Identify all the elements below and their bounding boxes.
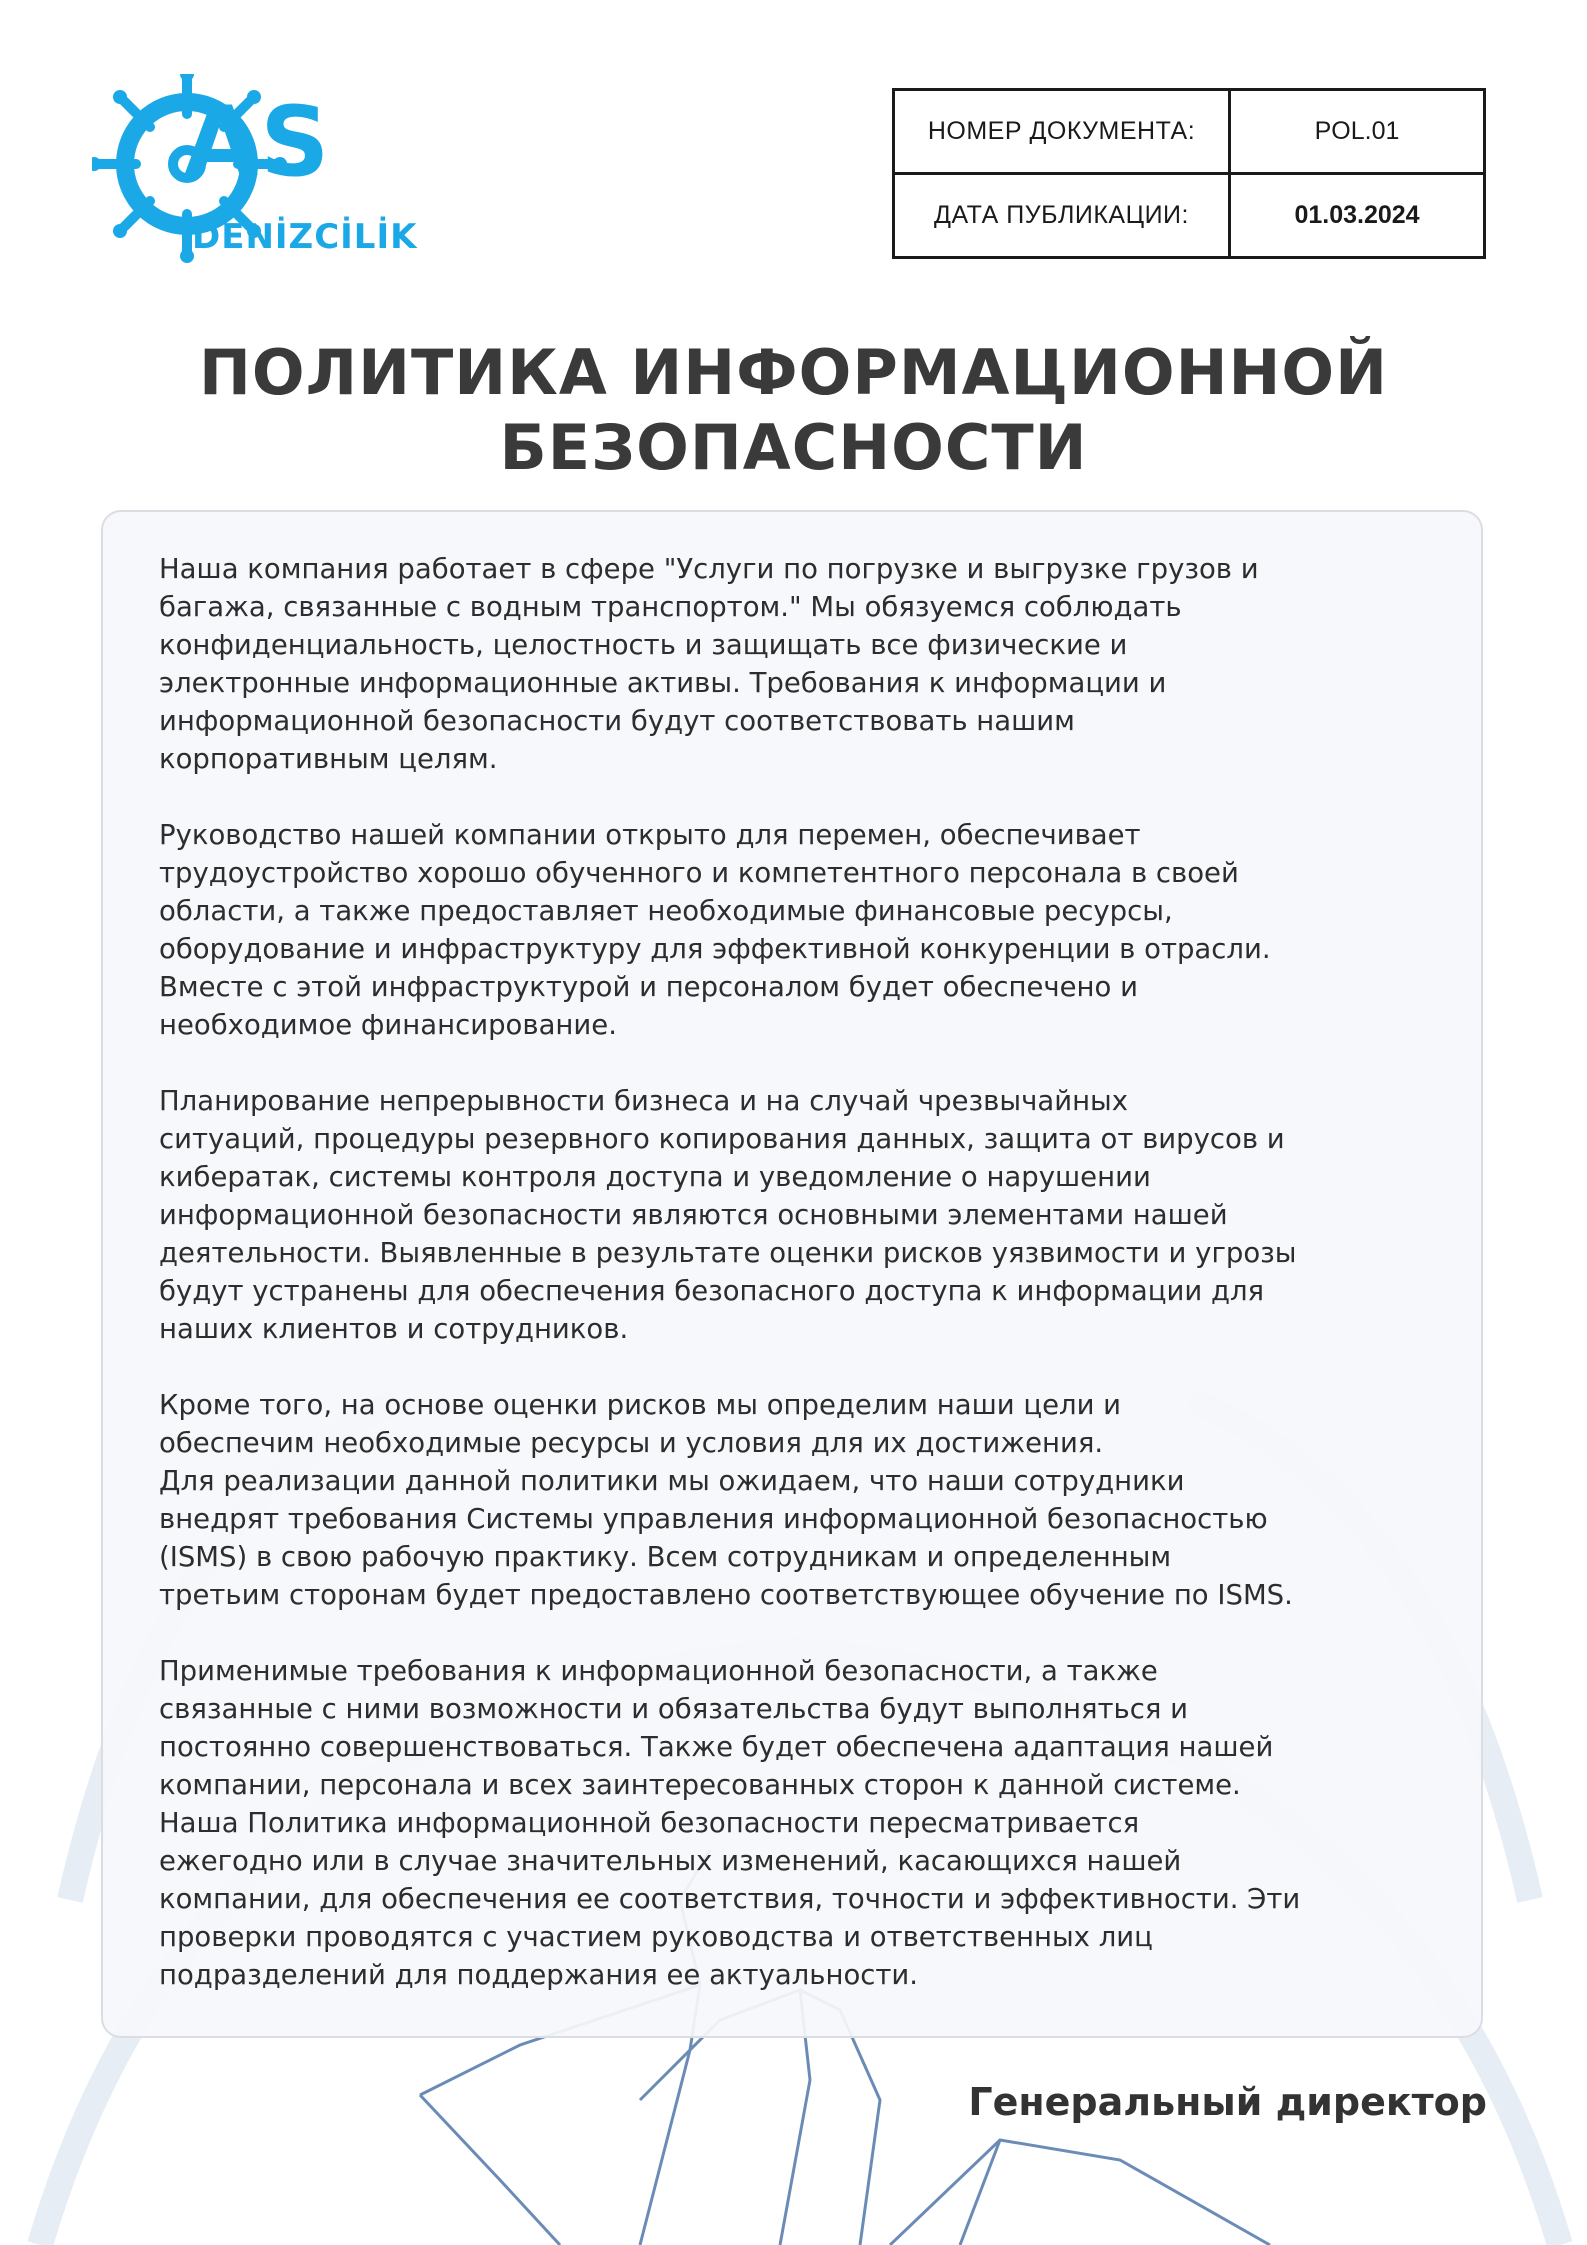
policy-paragraph-4: Кроме того, на основе оценки рисков мы определим наши цели и обеспечим необходимые ресурсы и условия для их достижения. Для реализации данной политики мы ожидаем, что наши сотрудники внедрят требования Системы управления информационной безопасностью (ISMS) в свою рабочую практику. Всем сотрудникам и определенным третьим сторонам будет предоставлено соответствующее обучение по ISMS. bbox=[159, 1389, 1293, 1611]
doc-number-label: НОМЕР ДОКУМЕНТА: bbox=[894, 90, 1230, 174]
logo-brand-mark: AS bbox=[184, 86, 332, 198]
doc-number-row bbox=[894, 90, 1485, 174]
page-title bbox=[0, 335, 1587, 485]
policy-body bbox=[159, 550, 1449, 2032]
policy-paragraph-5: Применимые требования к информационной безопасности, а также связанные с ними возможности и обязательства будут выполняться и постоянно совершенствоваться. Также будет обеспечена адаптация нашей компании, персонала и всех заинтересованных сторон к данной системе. Наша Политика информационной безопасности пересматривается ежегодно или в случае значительных изменений, касающихся нашей компании, для обеспечения ее соответствия, точности и эффективности. Эти проверки проводятся с участием руководства и ответственных лиц подразделений для поддержания ее актуальности. bbox=[159, 1655, 1301, 1991]
policy-paragraph-3: Планирование непрерывности бизнеса и на случай чрезвычайных ситуаций, процедуры резервного копирования данных, защита от вирусов и кибератак, системы контроля доступа и уведомление о нарушении информационной безопасности являются основными элементами нашей деятельности. Выявленные в результате оценки рисков уязвимости и угрозы будут устранены для обеспечения безопасного доступа к информации для наших клиентов и сотрудников. bbox=[159, 1085, 1297, 1345]
signer-title: Генеральный директор bbox=[968, 2080, 1487, 2124]
policy-paragraph-2: Руководство нашей компании открыто для перемен, обеспечивает трудоустройство хорошо обученного и компетентного персонала в своей области, а также предоставляет необходимые финансовые ресурсы, оборудование и инфраструктуру для эффективной конкуренции в отрасли. Вместе с этой инфраструктурой и персоналом будет обеспечено и необходимое финансирование. bbox=[159, 819, 1271, 1041]
pub-date-value: 01.03.2024 bbox=[1230, 174, 1485, 258]
doc-number-value: POL.01 bbox=[1230, 90, 1485, 174]
title-line-1: ПОЛИТИКА ИНФОРМАЦИОННОЙ bbox=[199, 336, 1388, 409]
title-line-2: БЕЗОПАСНОСТИ bbox=[499, 411, 1088, 484]
pub-date-label: ДАТА ПУБЛИКАЦИИ: bbox=[894, 174, 1230, 258]
pub-date-row bbox=[894, 174, 1485, 258]
policy-paragraph-1: Наша компания работает в сфере "Услуги по погрузке и выгрузке грузов и багажа, связанные с водным транспортом." Мы обязуемся соблюдать конфиденциальность, целостность и защищать все физические и электронные информационные активы. Требования к информации и информационной безопасности будут соответствовать нашим корпоративным целям. bbox=[159, 553, 1259, 775]
logo-brand-sub: DENİZCİLİK bbox=[192, 217, 418, 257]
document-meta-table bbox=[892, 88, 1486, 259]
company-logo bbox=[92, 74, 422, 274]
